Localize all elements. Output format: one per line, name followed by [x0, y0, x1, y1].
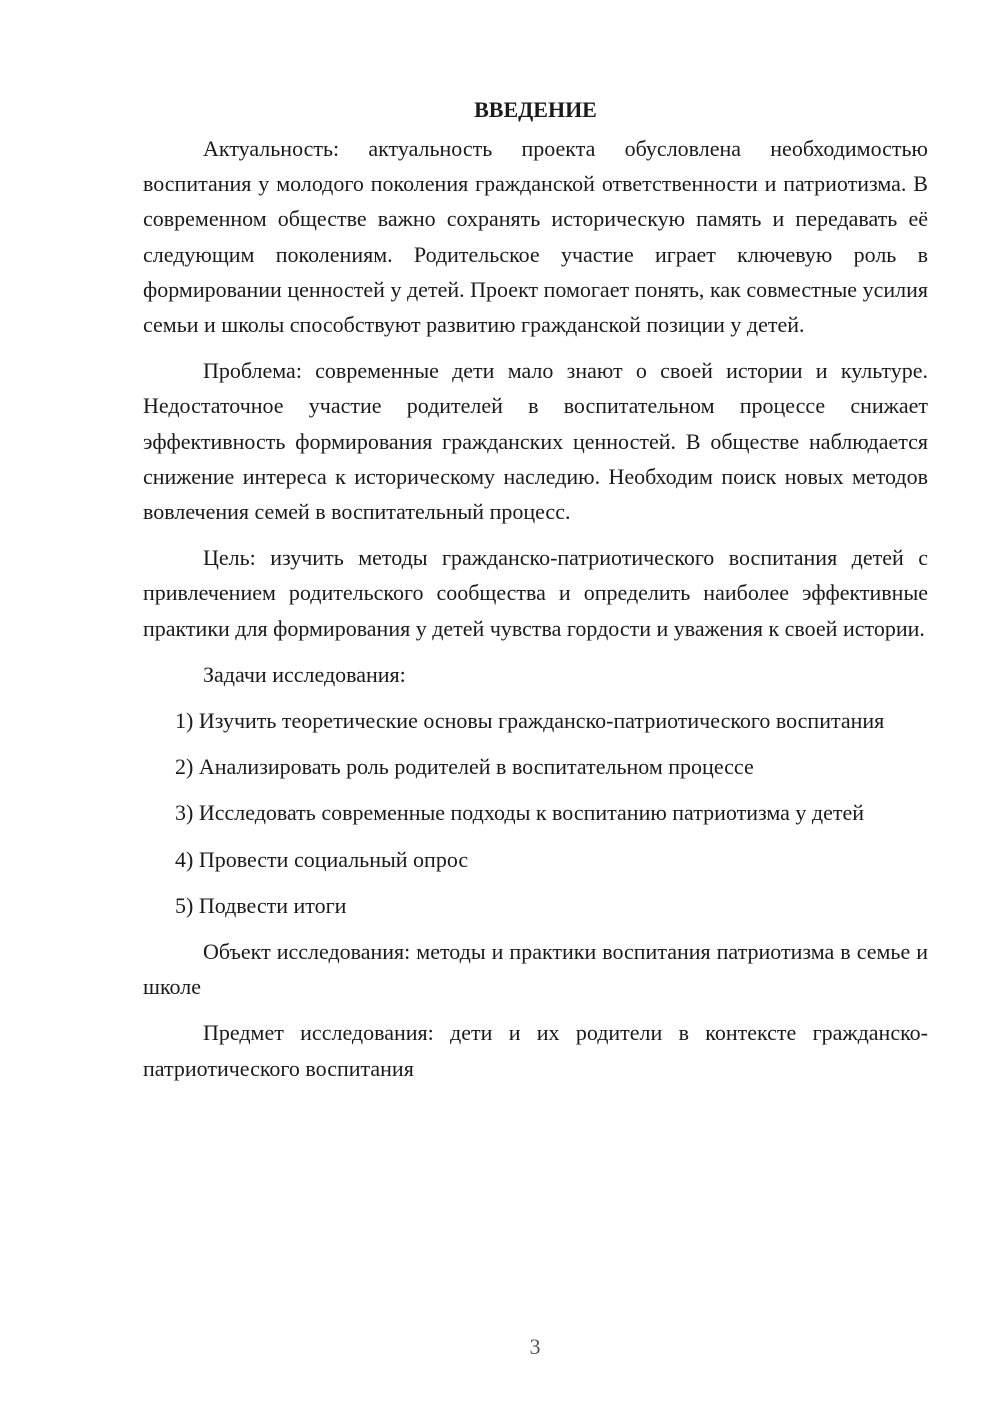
goal-paragraph: Цель: изучить методы гражданско-патриотического воспитания детей с привлечением родительского сообщества и определить наиболее эффективные практики для формирования у детей чувства гордости и уважения к своей истории. [143, 545, 928, 641]
subject-paragraph: Предмет исследования: дети и их родители в контексте гражданско-патриотического воспитания [143, 1020, 928, 1081]
task-item: 5) Подвести итоги [175, 892, 347, 918]
relevance-paragraph: Актуальность: актуальность проекта обусловлена необходимостью воспитания у молодого поколения гражданской ответственности и патриотизма. В современном обществе важно сохранять историческую память и передавать её следующим поколениям. Родительское участие играет ключевую роль в формировании ценностей у детей. Проект помогает понять, как совместные усилия семьи и школы способствуют развитию гражданской позиции у детей. [143, 136, 928, 338]
section-title: ВВЕДЕНИЕ [474, 97, 597, 122]
task-item: 4) Провести социальный опрос [175, 846, 469, 872]
problem-paragraph: Проблема: современные дети мало знают о своей истории и культуре. Недостаточное участие родителей в воспитательном процессе снижает эффективность формирования гражданских ценностей. В обществе наблюдается снижение интереса к историческому наследию. Необходим поиск новых методов вовлечения семей в воспитательный процесс. [143, 358, 928, 525]
task-item: 3) Исследовать современные подходы к воспитанию патриотизма у детей [175, 800, 865, 826]
task-item: 2) Анализировать роль родителей в воспитательном процессе [175, 754, 754, 780]
task-item: 1) Изучить теоретические основы гражданско-патриотического воспитания [175, 708, 885, 734]
object-paragraph: Объект исследования: методы и практики воспитания патриотизма в семье и школе [143, 939, 928, 1000]
tasks-heading: Задачи исследования: [203, 661, 406, 687]
page-number: 3 [529, 1334, 541, 1359]
page-content [143, 92, 928, 1097]
